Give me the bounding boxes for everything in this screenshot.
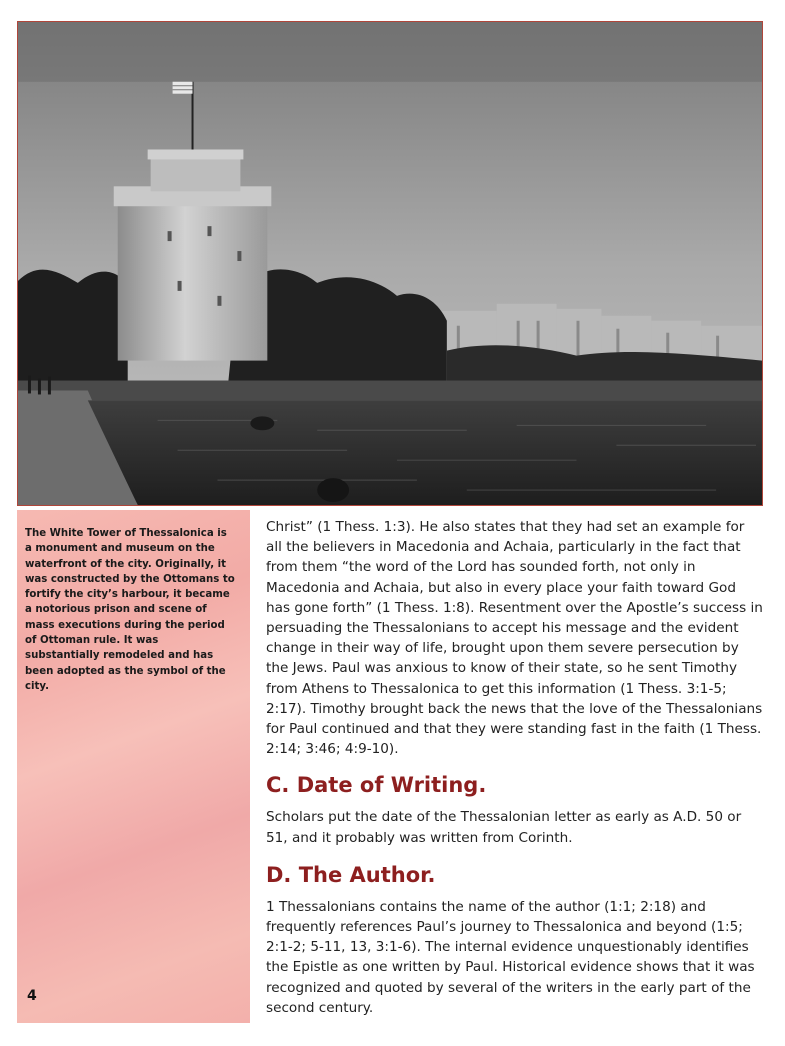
- section-heading-author: D. The Author.: [266, 862, 436, 887]
- author-paragraph: 1 Thessalonians contains the name of the author (1:1; 2:18) and frequently references Paul’s journey to Thessalonica and beyond (1:5; 2:1-2; 5-11, 13, 3:1-6). The internal evidence unquestionably identifies the Epistle as one written by Paul. Historical evidence shows that it was recognized and quoted by several of the writers in the early part of the second century.: [266, 898, 755, 1016]
- main-text-column: [266, 517, 764, 1018]
- date-paragraph: Scholars put the date of the Thessalonian letter as early as A.D. 50 or 51, and it probably was written from Corinth.: [266, 809, 742, 846]
- section-heading-date: C. Date of Writing.: [266, 773, 487, 798]
- caption-sidebar: [17, 510, 250, 1023]
- white-tower-photo: [17, 21, 763, 506]
- photo-caption: The White Tower of Thessalonica is a monument and museum on the waterfront of the city. Originally, it was constructed by the Ottomans to fortify the city’s harbour, it became a notorious prison and scene of mass executions during the period of Ottoman rule. It was substantially remodeled and has been adopted as the symbol of the city.: [25, 528, 235, 692]
- intro-paragraph: Christ” (1 Thess. 1:3). He also states that they had set an example for all the believers in Macedonia and Achaia, particularly in the fact that from them “the word of the Lord has sounded forth, not only in Macedonia and Achaia, but also in every place your faith toward God has gone forth” (1 Thess. 1:8). Resentment over the Apostle’s success in persuading the Thessalonians to accept his message and the evident change in their way of life, brought upon them severe persecution by the Jews. Paul was anxious to know of their state, so he sent Timothy from Athens to Thessalonica to get this information (1 Thess. 3:1-5; 2:17). Timothy brought back the news that the love of the Thessalonians for Paul continued and that they were standing fast in the faith (1 Thess. 2:14; 3:46; 4:9-10).: [266, 519, 763, 758]
- white-tower-image: [18, 22, 762, 505]
- page-number: 4: [27, 988, 37, 1004]
